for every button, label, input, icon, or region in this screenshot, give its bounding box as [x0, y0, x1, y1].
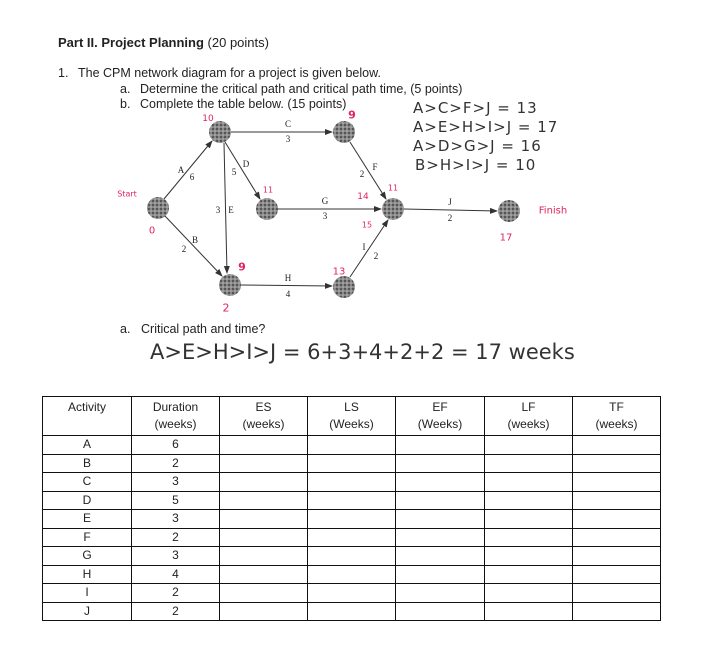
path-1: A>C>F>J = 13 — [413, 99, 538, 117]
node-1 — [147, 197, 169, 219]
activity-c-duration: 3 — [285, 133, 291, 144]
cell-es[interactable] — [220, 491, 308, 510]
table-row — [43, 565, 661, 584]
node6-time: 13 — [332, 266, 346, 278]
activity-f-label: F — [372, 161, 378, 172]
cell-duration: 2 — [132, 602, 220, 621]
cell-es[interactable] — [220, 510, 308, 529]
cell-ef[interactable] — [396, 547, 485, 566]
node5-time: 9 — [348, 108, 356, 122]
cell-tf[interactable] — [573, 510, 661, 529]
cell-tf[interactable] — [573, 473, 661, 492]
cell-ls[interactable] — [308, 565, 396, 584]
cell-duration: 3 — [132, 510, 220, 529]
cell-activity: A — [43, 436, 132, 455]
arrow-b — [165, 216, 222, 276]
section-points: (20 points) — [207, 35, 269, 50]
header-lf: LF (weeks) — [485, 397, 573, 436]
cell-lf[interactable] — [485, 473, 573, 492]
cell-es[interactable] — [220, 547, 308, 566]
cell-tf[interactable] — [573, 436, 661, 455]
cell-ef[interactable] — [396, 602, 485, 621]
table-row — [43, 510, 661, 529]
node7-time-a: 14 — [357, 191, 369, 202]
activity-b-duration: 2 — [181, 243, 187, 254]
activity-a-label: A — [177, 164, 185, 175]
cell-es[interactable] — [220, 454, 308, 473]
cell-es[interactable] — [220, 584, 308, 603]
header-ls: LS (Weeks) — [308, 397, 396, 436]
question-number: 1. — [58, 66, 69, 80]
answer-question: Critical path and time? — [141, 322, 266, 336]
node3-time-top: 9 — [238, 260, 246, 274]
cell-ef[interactable] — [396, 436, 485, 455]
cell-es[interactable] — [220, 602, 308, 621]
cell-activity: H — [43, 565, 132, 584]
node1-time: 0 — [148, 225, 156, 237]
node4-time: 11 — [262, 185, 274, 195]
cell-duration: 5 — [132, 491, 220, 510]
activity-a-duration: 6 — [189, 171, 195, 182]
node-3 — [219, 274, 241, 296]
activity-b-label: B — [191, 234, 199, 245]
header-activity: Activity — [43, 397, 132, 436]
path-3: A>D>G>J = 16 — [413, 137, 542, 155]
table-row — [43, 584, 661, 603]
cell-tf[interactable] — [573, 491, 661, 510]
arrow-f — [350, 142, 386, 199]
node7-time-c: 11 — [387, 183, 399, 193]
cell-lf[interactable] — [485, 565, 573, 584]
arrow-d — [225, 142, 260, 199]
cell-ls[interactable] — [308, 436, 396, 455]
cell-tf[interactable] — [573, 584, 661, 603]
cell-lf[interactable] — [485, 602, 573, 621]
answer-marker: a. — [120, 322, 131, 336]
cell-ls[interactable] — [308, 547, 396, 566]
part-b-text: Complete the table below. (15 points) — [140, 97, 347, 111]
header-tf: TF (weeks) — [573, 397, 661, 436]
cell-ef[interactable] — [396, 510, 485, 529]
table-row — [43, 491, 661, 510]
table-row — [43, 454, 661, 473]
cell-duration: 2 — [132, 454, 220, 473]
table-row — [43, 547, 661, 566]
cell-tf[interactable] — [573, 602, 661, 621]
cell-activity: G — [43, 547, 132, 566]
cell-lf[interactable] — [485, 436, 573, 455]
table-header-row — [43, 397, 661, 436]
cell-tf[interactable] — [573, 547, 661, 566]
activity-d-duration: 5 — [231, 166, 237, 177]
cell-ls[interactable] — [308, 602, 396, 621]
cell-lf[interactable] — [485, 584, 573, 603]
node-8 — [498, 200, 520, 222]
node-2 — [209, 121, 231, 143]
cell-ls[interactable] — [308, 510, 396, 529]
cell-ef[interactable] — [396, 491, 485, 510]
cell-ls[interactable] — [308, 454, 396, 473]
cell-lf[interactable] — [485, 547, 573, 566]
cell-duration: 3 — [132, 547, 220, 566]
cell-activity: E — [43, 510, 132, 529]
cell-activity: J — [43, 602, 132, 621]
activity-j-duration: 2 — [447, 212, 453, 223]
table-row — [43, 528, 661, 547]
activity-g-label: G — [321, 195, 329, 206]
cell-lf[interactable] — [485, 491, 573, 510]
table-row — [43, 473, 661, 492]
cell-ef[interactable] — [396, 584, 485, 603]
node-5 — [333, 121, 355, 143]
node7-time-b: 15 — [361, 220, 373, 230]
finish-annotation: Finish — [538, 205, 568, 217]
activity-j-label: J — [448, 196, 452, 207]
cell-es[interactable] — [220, 565, 308, 584]
cell-activity: I — [43, 584, 132, 603]
cell-tf[interactable] — [573, 454, 661, 473]
cell-es[interactable] — [220, 436, 308, 455]
cell-ef[interactable] — [396, 528, 485, 547]
cell-tf[interactable] — [573, 528, 661, 547]
cell-duration: 2 — [132, 528, 220, 547]
activity-d-label: D — [242, 158, 250, 169]
path-4: B>H>I>J = 10 — [415, 156, 537, 174]
activity-h-label: H — [284, 272, 292, 283]
cell-ls[interactable] — [308, 584, 396, 603]
activity-c-label: C — [284, 118, 292, 129]
header-es: ES (weeks) — [220, 397, 308, 436]
section-title-bold: Part II. Project Planning — [58, 35, 204, 50]
cell-activity: C — [43, 473, 132, 492]
arrow-a — [164, 141, 212, 199]
cpm-table — [42, 396, 661, 621]
cell-ls[interactable] — [308, 473, 396, 492]
cell-ef[interactable] — [396, 565, 485, 584]
cell-lf[interactable] — [485, 454, 573, 473]
node-7 — [382, 198, 404, 220]
table-row — [43, 602, 661, 621]
activity-e-duration: 3 — [215, 204, 221, 215]
cell-ef[interactable] — [396, 454, 485, 473]
cell-ls[interactable] — [308, 528, 396, 547]
path-2: A>E>H>I>J = 17 — [413, 118, 559, 136]
arrow-e — [224, 143, 227, 273]
cell-activity: B — [43, 454, 132, 473]
activity-i-label: I — [362, 241, 366, 252]
answer-handwritten: A>E>H>I>J = 6+3+4+2+2 = 17 weeks — [150, 340, 575, 364]
part-a-marker: a. — [120, 82, 131, 96]
activity-f-duration: 2 — [359, 168, 365, 179]
node8-time: 17 — [499, 232, 513, 244]
cell-ef[interactable] — [396, 473, 485, 492]
node2-time: 10 — [202, 113, 214, 124]
cell-duration: 3 — [132, 473, 220, 492]
activity-h-duration: 4 — [285, 288, 291, 299]
activity-e-label: E — [228, 204, 234, 215]
cell-lf[interactable] — [485, 528, 573, 547]
activity-g-duration: 3 — [322, 210, 328, 221]
cell-activity: D — [43, 491, 132, 510]
cell-lf[interactable] — [485, 510, 573, 529]
cell-duration: 4 — [132, 565, 220, 584]
cell-duration: 2 — [132, 584, 220, 603]
table-row — [43, 436, 661, 455]
cell-es[interactable] — [220, 528, 308, 547]
activity-i-duration: 2 — [373, 250, 379, 261]
part-a-text: Determine the critical path and critical path time, (5 points) — [140, 82, 463, 96]
cell-duration: 6 — [132, 436, 220, 455]
arrow-h — [241, 285, 332, 286]
header-ef: EF (Weeks) — [396, 397, 485, 436]
node3-time-bottom: 2 — [222, 301, 230, 315]
node-6 — [333, 276, 355, 298]
part-b-marker: b. — [120, 97, 131, 111]
cell-es[interactable] — [220, 473, 308, 492]
cell-ls[interactable] — [308, 491, 396, 510]
cell-tf[interactable] — [573, 565, 661, 584]
question-text: The CPM network diagram for a project is given below. — [78, 66, 381, 80]
header-duration: Duration (weeks) — [132, 397, 220, 436]
cell-activity: F — [43, 528, 132, 547]
start-annotation: Start — [117, 189, 137, 199]
arrow-j — [404, 209, 497, 211]
node-4 — [256, 198, 278, 220]
